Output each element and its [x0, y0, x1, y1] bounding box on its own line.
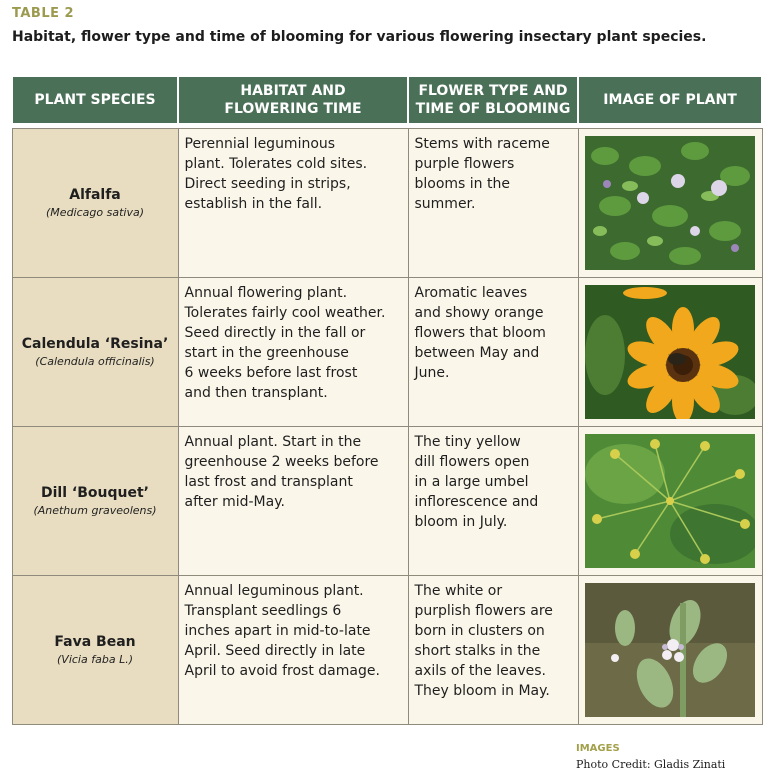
habitat-text: Annual leguminous plant. Transplant seedlings 6 inches apart in mid-to-late April. Seed directly in late April to avoid frost damage.	[184, 583, 380, 679]
header-plant-species: PLANT SPECIES	[12, 76, 178, 124]
photo-credit: Photo Credit: Gladis Zinati	[576, 758, 726, 771]
table-label: TABLE 2	[12, 6, 75, 21]
calendula-photo	[585, 285, 755, 419]
flower-cell	[408, 427, 578, 576]
header-flower-line1: FLOWER TYPE AND	[418, 83, 568, 99]
flower-cell	[408, 278, 578, 427]
flower-cell	[408, 129, 578, 278]
habitat-cell	[178, 576, 408, 725]
header-row	[12, 76, 762, 124]
table-row	[12, 576, 762, 725]
habitat-cell	[178, 278, 408, 427]
species-name: Calendula ‘Resina’	[21, 336, 169, 352]
header-habitat-line1: HABITAT AND	[240, 83, 346, 99]
fava-bean-photo	[585, 583, 755, 717]
table-row	[12, 129, 762, 278]
image-cell	[578, 278, 762, 427]
flower-text: Stems with raceme purple flowers blooms in the summer.	[414, 136, 550, 212]
species-cell	[12, 278, 178, 427]
habitat-text: Annual plant. Start in the greenhouse 2 weeks before last frost and transplant after mid-May.	[184, 434, 379, 510]
header-habitat	[178, 76, 408, 124]
species-name: Alfalfa	[69, 187, 121, 203]
table-caption: Habitat, flower type and time of blooming for various flowering insectary plant species.	[12, 29, 707, 45]
table-row	[12, 278, 762, 427]
header-habitat-line2: FLOWERING TIME	[224, 101, 362, 117]
species-name: Dill ‘Bouquet’	[41, 485, 149, 501]
header-flower-type	[408, 76, 578, 124]
image-cell	[578, 576, 762, 725]
species-scientific-name: (Medicago sativa)	[46, 206, 144, 219]
species-scientific-name: (Anethum graveolens)	[33, 504, 157, 517]
species-cell	[12, 576, 178, 725]
habitat-cell	[178, 129, 408, 278]
header-flower-line2: TIME OF BLOOMING	[415, 101, 571, 117]
habitat-text: Perennial leguminous plant. Tolerates cold sites. Direct seeding in strips, establish in the fall.	[184, 136, 368, 212]
alfalfa-photo	[585, 136, 755, 270]
flower-cell	[408, 576, 578, 725]
habitat-text: Annual flowering plant. Tolerates fairly cool weather. Seed directly in the fall or start in the greenhouse 6 weeks before last frost and then transplant.	[184, 285, 386, 401]
species-scientific-name: (Calendula officinalis)	[35, 355, 155, 368]
table-row	[12, 427, 762, 576]
image-cell	[578, 427, 762, 576]
species-cell	[12, 427, 178, 576]
image-cell	[578, 129, 762, 278]
dill-photo	[585, 434, 755, 568]
flower-text: The tiny yellow dill flowers open in a large umbel inflorescence and bloom in July.	[414, 434, 539, 530]
header-image: IMAGE OF PLANT	[578, 76, 762, 124]
habitat-cell	[178, 427, 408, 576]
flower-text: Aromatic leaves and showy orange flowers that bloom between May and June.	[414, 285, 546, 381]
flower-text: The white or purplish flowers are born in clusters on short stalks in the axils of the leaves. They bloom in May.	[414, 583, 553, 699]
image-credit-heading: IMAGES	[576, 743, 620, 754]
insectary-plant-table	[11, 75, 763, 725]
species-cell	[12, 129, 178, 278]
species-name: Fava Bean	[54, 634, 136, 650]
species-scientific-name: (Vicia faba L.)	[57, 653, 133, 666]
